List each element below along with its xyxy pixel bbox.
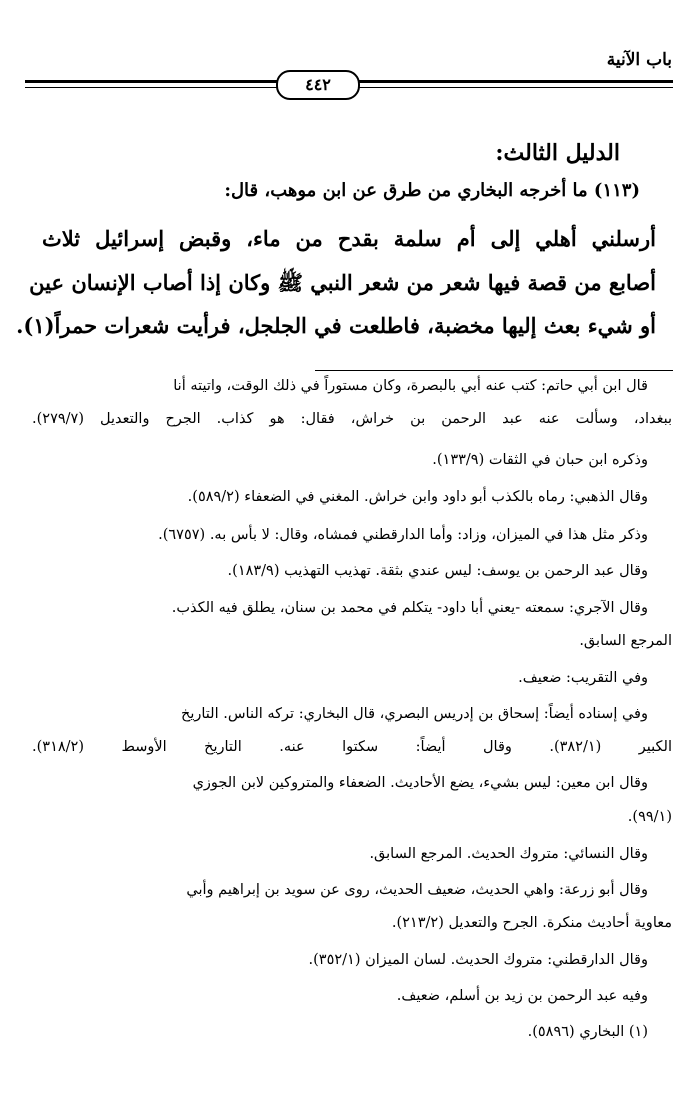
- chapter-title: باب الآنية: [606, 50, 672, 70]
- section-heading: الدليل الثالث:: [495, 140, 620, 166]
- footnote-line: قال ابن أبي حاتم: كتب عنه أبي بالبصرة، وكان مستوراً في ذلك الوقت، واتيته أنا: [173, 378, 648, 394]
- hadith-line: أو شيء بعث إليها مخضبة، فاطلعت في الجلجل، فرأيت شعرات حمراً(١).: [16, 313, 656, 338]
- page-number: ٤٤٢: [276, 70, 360, 100]
- footnote-line: وذكر مثل هذا في الميزان، وزاد: وأما الدارقطني فمشاه، وقال: لا بأس به. (٦٧٥٧).: [158, 527, 648, 543]
- hadith-intro: (١١٣) ما أخرجه البخاري من طرق عن ابن موهب، قال:: [224, 180, 640, 201]
- footnote-line: وقال الآجري: سمعته -يعني أبا داود- يتكلم في محمد بن سنان، يطلق فيه الكذب.: [171, 600, 648, 616]
- footnote-line: معاوية أحاديث منكرة. الجرح والتعديل (٢١٣/٢).: [391, 915, 672, 931]
- footnote-line: وقال أبو زرعة: واهي الحديث، ضعيف الحديث، روى عن سويد بن إبراهيم وأبي: [186, 882, 648, 898]
- footnote-line: وذكره ابن حبان في الثقات (١٣٣/٩).: [432, 452, 648, 468]
- footnote-line: الكبير (٣٨٢/١). وقال أيضاً: سكتوا عنه. التاريخ الأوسط (٣١٨/٢).: [32, 739, 672, 755]
- footnote-line: وقال الذهبي: رماه بالكذب أبو داود وابن خراش. المغني في الضعفاء (٥٨٩/٢).: [187, 489, 648, 505]
- footnote-line: (٩٩/١).: [627, 809, 672, 825]
- footnote-line: وقال الدارقطني: متروك الحديث. لسان الميزان (٣٥٢/١).: [308, 952, 648, 968]
- footnote-line: وقال النسائي: متروك الحديث. المرجع السابق.: [369, 846, 648, 862]
- footnote-line: المرجع السابق.: [579, 633, 672, 649]
- hadith-line: أرسلني أهلي إلى أم سلمة بقدح من ماء، وقبض إسرائيل ثلاث: [42, 226, 656, 251]
- footnote-line: وفيه عبد الرحمن بن زيد بن أسلم، ضعيف.: [396, 988, 648, 1004]
- footnote-line: وقال عبد الرحمن بن يوسف: ليس عندي بثقة. تهذيب التهذيب (١٨٣/٩).: [227, 563, 648, 579]
- footnote-line: ببغداد، وسألت عنه عبد الرحمن بن خراش، فقال: هو كذاب. الجرح والتعديل (٢٧٩/٧).: [32, 411, 672, 427]
- footnote-line: (١) البخاري (٥٨٩٦).: [527, 1024, 648, 1040]
- footnote-line: وقال ابن معين: ليس بشيء، يضع الأحاديث. الضعفاء والمتروكين لابن الجوزي: [192, 775, 648, 791]
- hadith-line: أصابع من قصة فيها شعر من شعر النبي ﷺ وكان إذا أصاب الإنسان عين: [29, 270, 656, 295]
- footnote-line: وفي التقريب: ضعيف.: [518, 670, 648, 686]
- footnote-line: وفي إسناده أيضاً: إسحاق بن إدريس البصري، قال البخاري: تركه الناس. التاريخ: [180, 706, 648, 722]
- footnote-separator: [315, 370, 673, 371]
